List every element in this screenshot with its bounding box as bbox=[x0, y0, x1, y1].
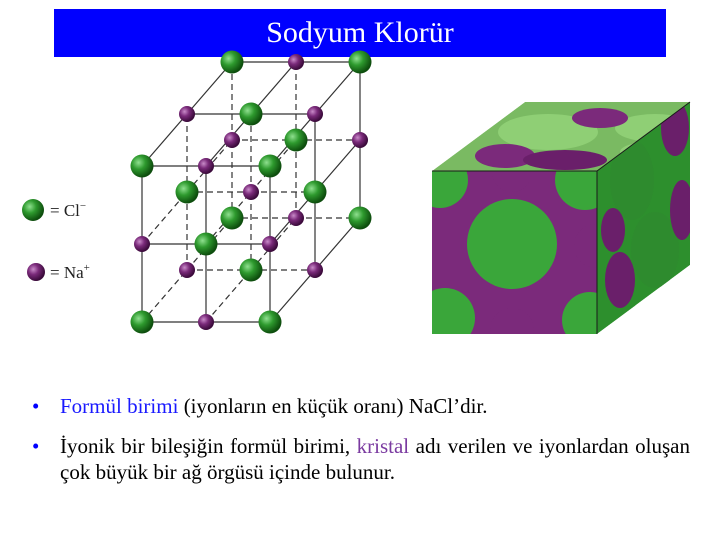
na-ion bbox=[198, 158, 214, 174]
cl-ion bbox=[131, 311, 154, 334]
bullet-marker: • bbox=[32, 394, 40, 418]
na-ion bbox=[179, 262, 195, 278]
legend-na bbox=[27, 262, 90, 282]
na-ion bbox=[179, 106, 195, 122]
slide-title: Sodyum Klorür bbox=[54, 9, 666, 57]
cl-ion bbox=[221, 207, 244, 230]
cl-ion bbox=[349, 207, 372, 230]
bullet-lead: İyonik bir bileşiğin formül birimi, bbox=[60, 434, 357, 458]
cl-ion bbox=[240, 259, 263, 282]
bullet-text: (iyonların en küçük oranı) NaCl’dir. bbox=[178, 394, 488, 418]
legend-cl-label: = Cl− bbox=[50, 200, 87, 220]
cl-ion bbox=[176, 181, 199, 204]
bullet-formula-unit bbox=[30, 393, 690, 419]
cl-ion-icon bbox=[22, 199, 44, 221]
cl-ion bbox=[304, 181, 327, 204]
cl-ion bbox=[285, 129, 308, 152]
na-ion bbox=[288, 54, 304, 70]
cl-ion bbox=[131, 155, 154, 178]
lattice-model bbox=[131, 51, 372, 334]
na-ion bbox=[243, 184, 259, 200]
na-ion bbox=[198, 314, 214, 330]
na-ion bbox=[262, 236, 278, 252]
cl-ion bbox=[259, 311, 282, 334]
na-ion bbox=[307, 106, 323, 122]
cl-ion bbox=[221, 51, 244, 74]
cl-ion bbox=[240, 103, 263, 126]
bullet-list bbox=[30, 393, 690, 499]
bullet-crystal bbox=[30, 433, 690, 485]
legend-na-label: = Na+ bbox=[50, 262, 90, 282]
na-ion bbox=[134, 236, 150, 252]
bullet-highlight: Formül birimi bbox=[60, 394, 179, 418]
na-ion-icon bbox=[27, 263, 45, 281]
bullet-highlight: kristal bbox=[356, 434, 410, 458]
bullet-text: adı verilen ve iyonlardan oluşan çok büyük bir ağ örgüsü içinde bulunur. bbox=[60, 434, 690, 484]
na-ion bbox=[224, 132, 240, 148]
cl-ion bbox=[195, 233, 218, 256]
cl-ion bbox=[259, 155, 282, 178]
legend-cl bbox=[22, 199, 86, 221]
na-ion bbox=[352, 132, 368, 148]
bullet-marker: • bbox=[32, 434, 40, 458]
crystal-block bbox=[412, 100, 695, 352]
cl-ion bbox=[349, 51, 372, 74]
na-ion bbox=[307, 262, 323, 278]
na-ion bbox=[288, 210, 304, 226]
